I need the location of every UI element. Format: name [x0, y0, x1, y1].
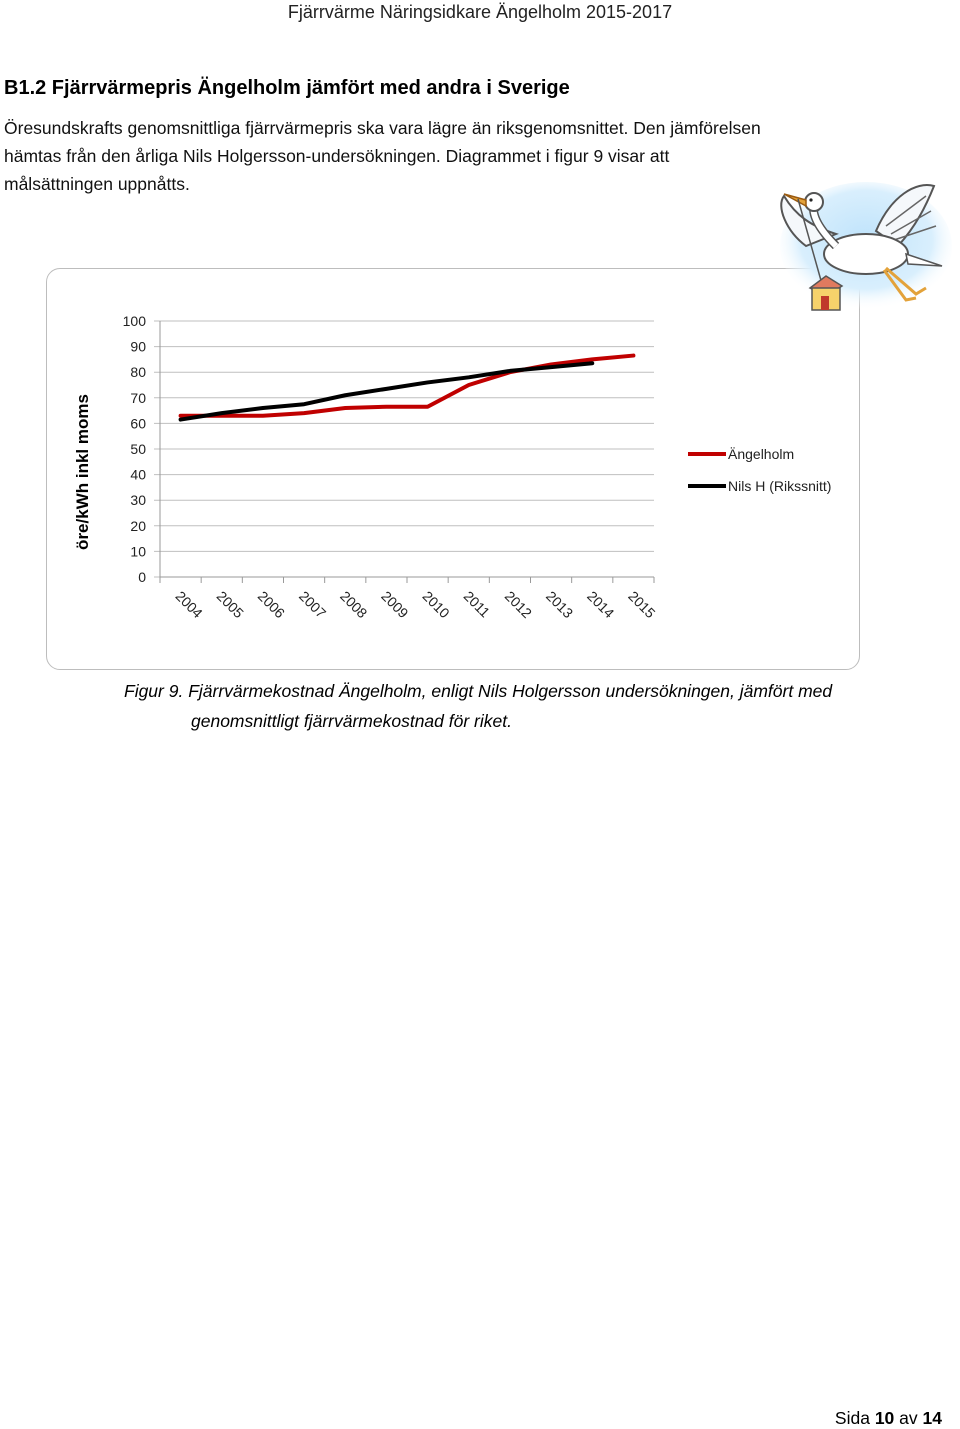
- y-tick-label: 90: [130, 338, 146, 355]
- page-number: [835, 1408, 942, 1429]
- x-tick-label: 2011: [460, 587, 494, 621]
- x-tick-label: 2008: [337, 587, 371, 622]
- page-middle: av: [899, 1408, 918, 1428]
- price-line-chart: [46, 268, 860, 670]
- x-tick-label: 2004: [172, 587, 206, 622]
- y-tick-label: 100: [122, 313, 146, 329]
- figure-caption: [124, 676, 924, 736]
- stork-carrying-house-icon: [766, 176, 952, 336]
- y-axis-label: öre/kWh inkl moms: [73, 394, 92, 550]
- y-tick-label: 40: [130, 466, 146, 483]
- x-tick-label: 2013: [542, 587, 577, 622]
- x-tick-label: 2010: [419, 587, 453, 622]
- x-tick-label: 2007: [295, 587, 330, 622]
- y-tick-label: 10: [130, 543, 146, 560]
- y-tick-label: 60: [130, 415, 146, 432]
- caption-line-1: Fjärrvärmekostnad Ängelholm, enligt Nils Holgersson undersökningen, jämfört med: [188, 681, 833, 701]
- y-tick-label: 20: [130, 517, 146, 534]
- caption-label: Figur 9.: [124, 681, 184, 701]
- x-tick-label: 2012: [501, 587, 536, 622]
- y-tick-label: 30: [130, 492, 146, 509]
- y-tick-label: 80: [130, 364, 146, 381]
- x-tick-label: 2009: [378, 587, 412, 622]
- caption-line-2: genomsnittligt fjärrvärmekostnad för riket.: [191, 711, 512, 731]
- section-paragraph: Öresundskrafts genomsnittliga fjärrvärmepris ska vara lägre än riksgenomsnittet. Den jämförelsen hämtas från den årliga Nils Holgersson-undersökningen. Diagrammet i figur 9 visar att målsättningen uppnåtts.: [4, 118, 761, 194]
- section-heading: B1.2 Fjärrvärmepris Ängelholm jämfört med andra i Sverige: [4, 77, 570, 99]
- y-tick-label: 70: [130, 389, 146, 406]
- page-prefix: Sida: [834, 1408, 870, 1428]
- legend-label: Ängelholm: [728, 446, 795, 462]
- x-tick-label: 2015: [625, 587, 659, 622]
- legend-label: Nils H (Rikssnitt): [728, 478, 832, 494]
- x-tick-label: 2014: [584, 587, 618, 622]
- page-header: Fjärrvärme Näringsidkare Ängelholm 2015-2017: [287, 2, 673, 22]
- total-pages: 14: [922, 1408, 942, 1428]
- current-page: 10: [874, 1408, 895, 1428]
- y-tick-label: 50: [130, 441, 146, 457]
- x-tick-label: 2006: [254, 587, 289, 622]
- y-tick-label: 0: [138, 569, 146, 585]
- x-tick-label: 2005: [213, 587, 247, 622]
- series-line-1: [181, 363, 593, 419]
